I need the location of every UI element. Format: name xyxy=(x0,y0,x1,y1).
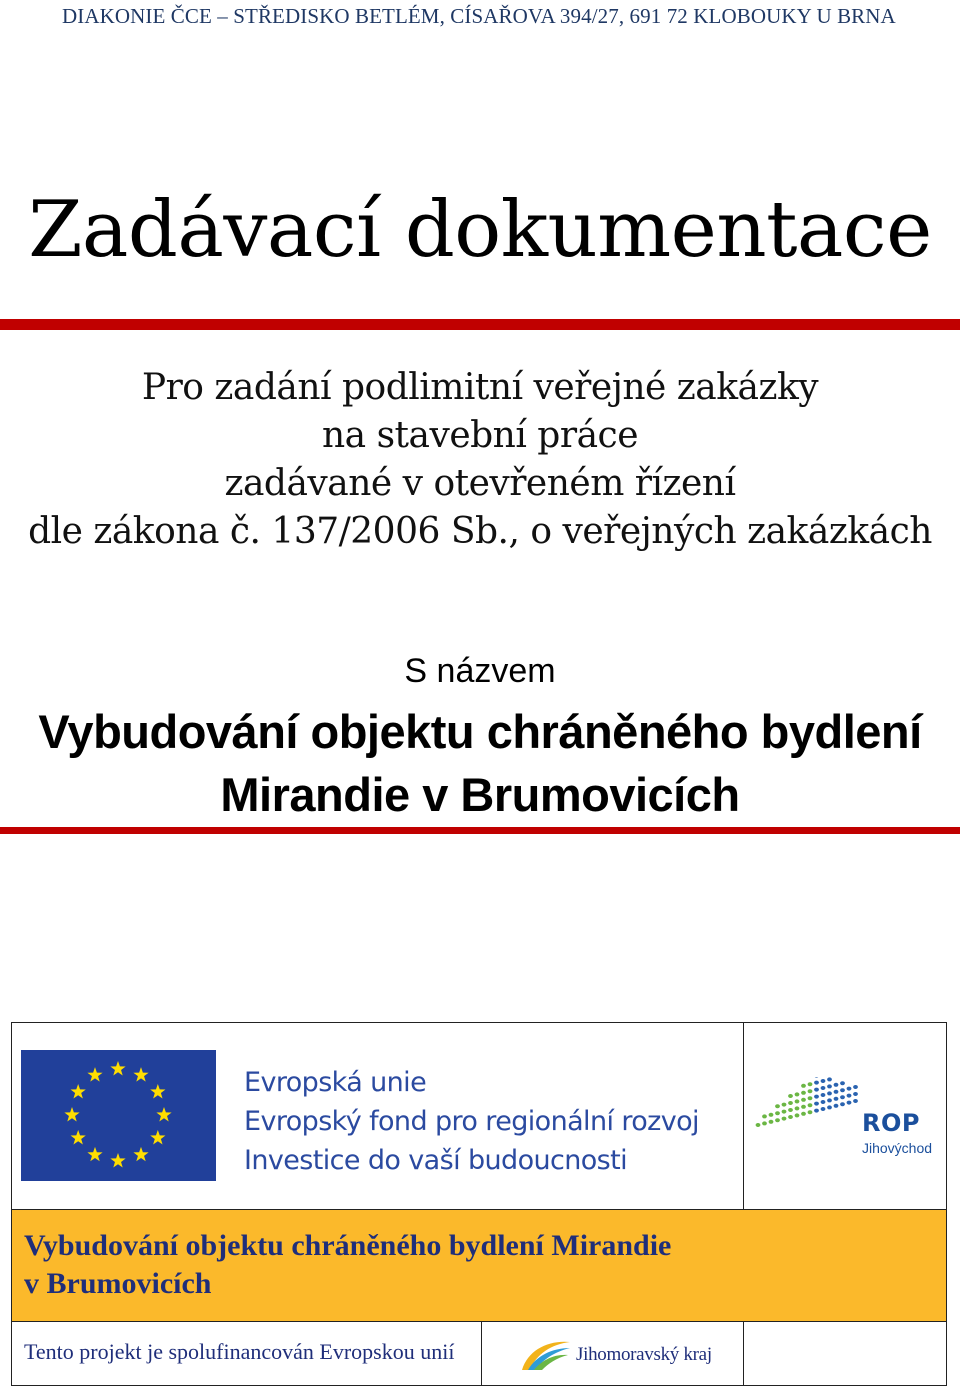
rop-dot-icon xyxy=(847,1101,852,1105)
rop-dot-icon xyxy=(827,1098,832,1102)
rop-dot-icon xyxy=(775,1111,780,1115)
rop-dot-icon xyxy=(827,1084,832,1088)
eu-text-line: Evropská unie xyxy=(244,1067,427,1098)
rop-dot-icon xyxy=(853,1099,858,1103)
banner-line: v Brumovicích xyxy=(24,1267,212,1300)
rop-dot-icon xyxy=(847,1094,852,1098)
rop-dot-icon xyxy=(769,1113,774,1117)
rop-dot-icon xyxy=(808,1082,813,1086)
rop-dot-icon xyxy=(801,1105,806,1109)
rop-logo-cell xyxy=(744,1023,946,1209)
rop-dot-icon xyxy=(834,1090,839,1094)
rop-dot-icon xyxy=(808,1089,813,1093)
rop-dot-icon xyxy=(814,1109,819,1113)
rop-dot-icon xyxy=(821,1086,826,1090)
document-title: Zadávací dokumentace xyxy=(28,185,932,275)
rop-dot-icon xyxy=(795,1092,800,1096)
rop-dot-icon xyxy=(814,1095,819,1099)
rop-dot-icon xyxy=(821,1079,826,1083)
rop-dot-icon xyxy=(788,1108,793,1112)
rop-dot-icon xyxy=(775,1104,780,1108)
rop-dot-icon xyxy=(788,1115,793,1119)
rop-dot-icon xyxy=(808,1110,813,1114)
rop-dot-icon xyxy=(821,1100,826,1104)
rop-dot-icon xyxy=(782,1110,787,1114)
rop-dot-icon xyxy=(762,1121,767,1125)
eu-text-line: Evropský fond pro regionální rozvoj xyxy=(244,1106,699,1137)
rop-dot-icon xyxy=(814,1102,819,1106)
rop-dot-icon xyxy=(769,1120,774,1124)
funding-logo-box xyxy=(11,1022,947,1386)
rop-dot-icon xyxy=(834,1083,839,1087)
rop-logo-word: ROP xyxy=(862,1109,920,1137)
rop-dot-icon xyxy=(801,1112,806,1116)
subtitle-line: zadávané v otevřeném řízení xyxy=(224,463,736,504)
rop-dot-icon xyxy=(834,1104,839,1108)
project-banner xyxy=(12,1209,946,1322)
document-subtitle xyxy=(0,364,960,556)
rop-dot-icon xyxy=(795,1106,800,1110)
eu-text xyxy=(244,1063,699,1180)
rop-dot-icon xyxy=(821,1107,826,1111)
rop-dot-icon xyxy=(827,1077,832,1081)
rop-dot-icon xyxy=(840,1081,845,1085)
rop-dot-icon xyxy=(808,1103,813,1107)
rop-dot-icon xyxy=(782,1117,787,1121)
cofinancing-text: Tento projekt je spolufinancován Evropskou unií xyxy=(24,1339,455,1364)
rop-dot-icon xyxy=(840,1088,845,1092)
rop-dot-icon xyxy=(840,1102,845,1106)
rop-dot-icon xyxy=(821,1093,826,1097)
rop-dot-icon xyxy=(853,1085,858,1089)
rop-dot-icon xyxy=(801,1091,806,1095)
rop-logo-subtitle: Jihovýchod xyxy=(862,1140,933,1156)
rop-dot-icon xyxy=(827,1091,832,1095)
document-header: DIAKONIE ČCE – STŘEDISKO BETLÉM, CÍSAŘOVA 394/27, 691 72 KLOBOUKY U BRNA xyxy=(62,4,896,28)
rop-dot-icon xyxy=(795,1099,800,1103)
rop-dot-icon xyxy=(788,1094,793,1098)
banner-line: Vybudování objektu chráněného bydlení Mirandie xyxy=(24,1229,672,1262)
eu-logo-cell xyxy=(12,1023,744,1209)
rop-dot-icon xyxy=(801,1084,806,1088)
eu-text-line: Investice do vaší budoucnosti xyxy=(244,1145,628,1176)
region-name: Jihomoravský kraj xyxy=(576,1344,712,1365)
subtitle-line: Pro zadání podlimitní veřejné zakázky xyxy=(141,367,819,408)
rop-dot-icon xyxy=(795,1113,800,1117)
rop-dot-icon xyxy=(840,1095,845,1099)
project-name-line: Vybudování objektu chráněného bydlení xyxy=(38,705,922,758)
rop-dot-icon xyxy=(847,1087,852,1091)
rop-dot-icon xyxy=(814,1081,819,1085)
rop-dot-icon xyxy=(782,1103,787,1107)
rop-dot-icon xyxy=(775,1118,780,1122)
eu-flag-icon xyxy=(21,1050,216,1181)
red-divider-bottom xyxy=(0,827,960,834)
cofinancing-cell xyxy=(12,1322,482,1385)
region-swoosh-icon xyxy=(518,1336,572,1374)
rop-dot-icon xyxy=(801,1098,806,1102)
red-divider-top xyxy=(0,319,960,330)
project-name-line: Mirandie v Brumovicích xyxy=(220,768,740,821)
region-logo-cell xyxy=(482,1322,744,1385)
name-label: S názvem xyxy=(404,652,556,690)
rop-dot-icon xyxy=(853,1092,858,1096)
rop-dot-icon xyxy=(814,1077,819,1078)
rop-dot-icon xyxy=(788,1101,793,1105)
rop-dot-icon xyxy=(762,1114,767,1118)
subtitle-line: dle zákona č. 137/2006 Sb., o veřejných zakázkách xyxy=(28,511,932,552)
rop-dot-icon xyxy=(834,1097,839,1101)
rop-dot-icon xyxy=(814,1088,819,1092)
rop-dot-icon xyxy=(808,1096,813,1100)
rop-dot-icon xyxy=(827,1105,832,1109)
project-name xyxy=(0,700,960,826)
rop-dot-icon xyxy=(756,1123,761,1127)
subtitle-line: na stavební práce xyxy=(321,415,638,456)
project-banner-text xyxy=(24,1227,924,1303)
